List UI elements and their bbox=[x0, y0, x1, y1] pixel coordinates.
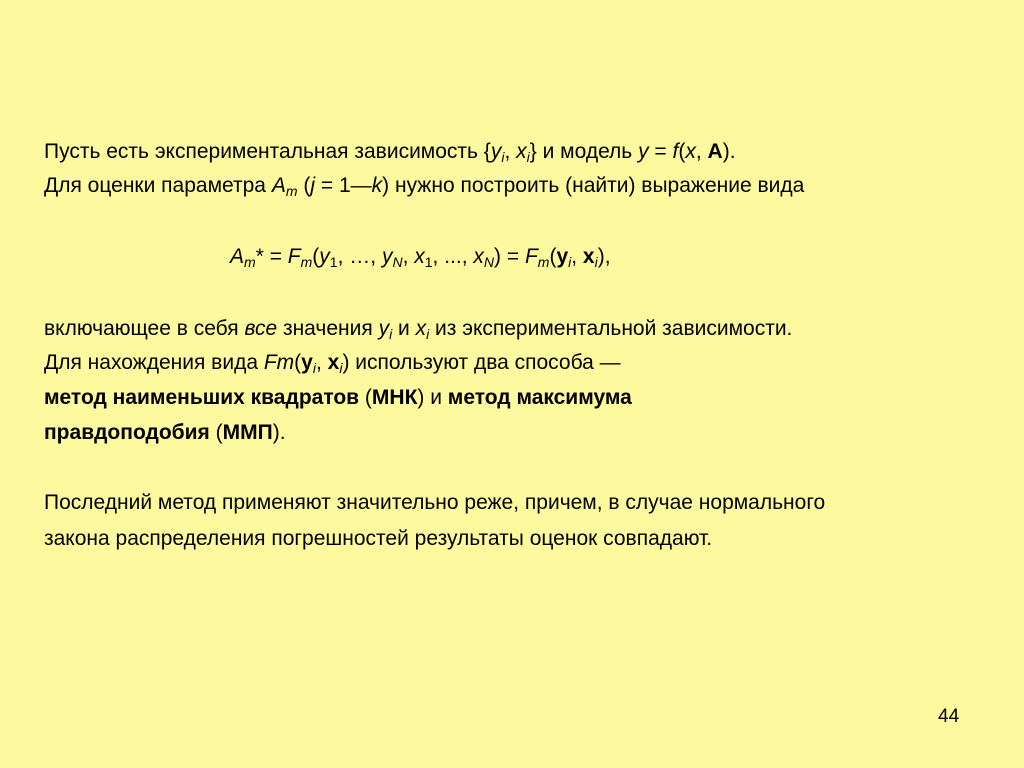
text-fragment: из экспериментальной зависимости. bbox=[429, 317, 793, 340]
text-fragment: ). bbox=[272, 421, 286, 444]
text-fragment: включающее в себя bbox=[44, 317, 245, 340]
text-fragment: значения bbox=[277, 317, 379, 340]
text-fragment: Для нахождения вида bbox=[44, 351, 264, 374]
text-fragment: * = bbox=[255, 245, 288, 268]
subscript-1: 1 bbox=[329, 254, 338, 270]
intro-line bbox=[44, 139, 736, 165]
var-F: F bbox=[524, 245, 538, 268]
var-y: y bbox=[490, 140, 502, 163]
text-fragment: } и модель bbox=[529, 140, 639, 163]
text-fragment: ) = bbox=[494, 245, 525, 268]
var-F: F bbox=[287, 245, 301, 268]
var-y: y bbox=[319, 245, 330, 268]
var-Fm: Fm bbox=[263, 351, 295, 374]
var-y: y bbox=[638, 140, 649, 163]
subscript-N: N bbox=[392, 254, 403, 270]
text-fragment: и bbox=[392, 317, 416, 340]
subscript-i: i bbox=[526, 149, 530, 165]
methods-line bbox=[44, 385, 632, 411]
text-fragment: ). bbox=[722, 140, 736, 163]
conclusion-line-1: Последний метод применяют значительно реже, причем, в случае нормального bbox=[44, 491, 826, 514]
subscript-i: i bbox=[568, 254, 572, 270]
var-A: A bbox=[230, 245, 245, 268]
text-fragment: ) и bbox=[417, 386, 448, 409]
text-fragment: , ..., bbox=[432, 245, 474, 268]
values-line bbox=[44, 316, 792, 342]
text-fragment: Для оценки параметра bbox=[44, 174, 272, 197]
text-fragment: , bbox=[315, 351, 328, 374]
methods-line-cont bbox=[44, 420, 286, 446]
subscript-i: i bbox=[501, 149, 505, 165]
subscript-m: m bbox=[285, 183, 298, 199]
vector-x: x bbox=[582, 245, 595, 268]
text-fragment: , bbox=[402, 245, 415, 268]
var-y: y bbox=[381, 245, 393, 268]
var-x: x bbox=[516, 140, 527, 163]
text-fragment: ), bbox=[597, 245, 611, 268]
text-fragment: = 1— bbox=[315, 174, 372, 197]
text-fragment: ) используют два способа — bbox=[342, 351, 621, 374]
subscript-m: m bbox=[537, 254, 550, 270]
abbr-mnk: МНК bbox=[371, 386, 418, 409]
text-fragment: = bbox=[648, 140, 673, 163]
text-fragment: , bbox=[695, 140, 708, 163]
var-y: y bbox=[378, 317, 390, 340]
subscript-m: m bbox=[300, 254, 313, 270]
text-fragment: ( bbox=[359, 386, 372, 409]
text-fragment: ( bbox=[209, 421, 223, 444]
vector-y: y bbox=[301, 351, 313, 374]
text-fragment: ( bbox=[297, 174, 311, 197]
vector-A: A bbox=[707, 140, 723, 163]
subscript-i: i bbox=[426, 326, 430, 342]
var-x: x bbox=[685, 140, 696, 163]
var-x: x bbox=[473, 245, 484, 268]
text-fragment: , bbox=[571, 245, 583, 268]
subscript-i: i bbox=[312, 360, 316, 376]
vector-y: y bbox=[556, 245, 569, 268]
subscript-i: i bbox=[339, 360, 343, 376]
var-f: f bbox=[672, 140, 679, 163]
emphasis-word: все bbox=[244, 317, 278, 340]
text-fragment: ( bbox=[549, 245, 557, 268]
text-fragment: , bbox=[504, 140, 517, 163]
text-fragment: , …, bbox=[337, 245, 382, 268]
var-A: A bbox=[271, 174, 286, 197]
page-number: 44 bbox=[938, 706, 960, 727]
text-fragment: ( bbox=[294, 351, 302, 374]
parameter-line bbox=[44, 173, 804, 199]
var-j: j bbox=[310, 174, 316, 197]
abbr-mmp: ММП bbox=[222, 421, 273, 444]
estimator-formula bbox=[230, 244, 611, 270]
var-x: x bbox=[415, 317, 427, 340]
var-k: k bbox=[371, 174, 383, 197]
conclusion-line-2: закона распределения погрешностей результаты оценок совпадают. bbox=[44, 527, 713, 550]
vector-x: x bbox=[327, 351, 340, 374]
subscript-N: N bbox=[483, 254, 494, 270]
subscript-m: m bbox=[244, 254, 256, 270]
subscript-i: i bbox=[389, 326, 393, 342]
text-fragment: ( bbox=[312, 245, 320, 268]
method-ml-term: правдоподобия bbox=[44, 421, 210, 444]
text-fragment: ( bbox=[678, 140, 686, 163]
methods-intro-line bbox=[44, 350, 621, 376]
method-lsq-term: метод наименьших квадратов bbox=[44, 386, 360, 409]
subscript-1: 1 bbox=[424, 254, 433, 270]
subscript-i: i bbox=[594, 254, 598, 270]
var-x: x bbox=[414, 245, 425, 268]
text-fragment: ) нужно построить (найти) выражение вида bbox=[382, 174, 805, 197]
method-ml-term: метод максимума bbox=[447, 386, 632, 409]
text-fragment: Пусть есть экспериментальная зависимость { bbox=[44, 140, 491, 163]
